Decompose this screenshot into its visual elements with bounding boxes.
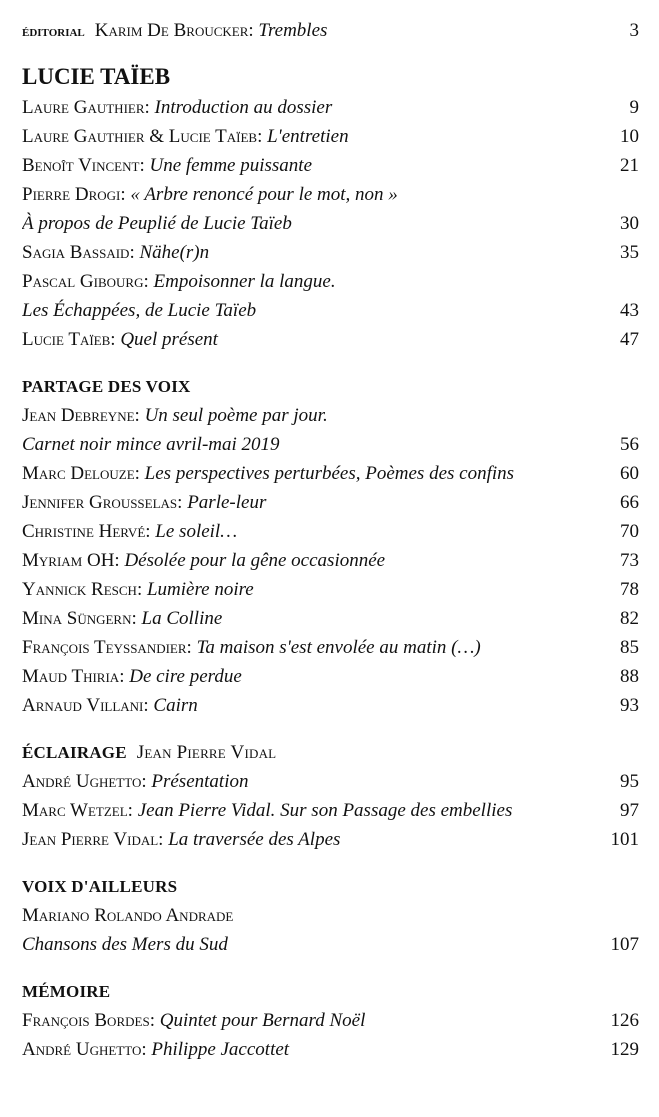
entry-text: Laure Gauthier: Introduction au dossier (22, 97, 333, 118)
toc-entry-continuation (22, 209, 639, 238)
entry-text: Laure Gauthier & Lucie Taïeb: L'entretien (22, 126, 349, 147)
entry-page: 60 (620, 463, 639, 484)
entry-title: Lumière noire (146, 579, 254, 600)
section-heading-eclairage (22, 738, 639, 767)
entry-author: François Teyssandier (22, 637, 187, 658)
entry-page: 73 (620, 550, 639, 571)
entry-page: 10 (620, 126, 639, 147)
entry-author: Lucie Taïeb (22, 329, 111, 350)
entry-text: Sagia Bassaid: Nähe(r)n (22, 242, 210, 263)
entry-page: 97 (620, 800, 639, 821)
entry-page: 30 (620, 213, 639, 234)
toc-entry (22, 767, 639, 796)
toc-entry (22, 459, 639, 488)
entry-page: 35 (620, 242, 639, 263)
entry-text: Benoît Vincent: Une femme puissante (22, 155, 313, 176)
entry-title: Une femme puissante (149, 155, 313, 176)
entry-title: Désolée pour la gêne occasionnée (124, 550, 386, 571)
entry-title-line2: Les Échappées, de Lucie Taïeb (22, 300, 257, 321)
entry-title: Ta maison s'est envolée au matin (…) (196, 637, 481, 658)
toc-entry (22, 1035, 639, 1064)
entry-title: Cairn (153, 695, 198, 716)
toc-entry (22, 662, 639, 691)
toc-entry (22, 488, 639, 517)
entry-author: Marc Wetzel (22, 800, 128, 821)
entry-text: Marc Delouze: Les perspectives perturbées, Poèmes des confins (22, 463, 515, 484)
eclairage-label: ÉCLAIRAGE (22, 743, 127, 762)
entry-page: 56 (620, 434, 639, 455)
entry-author: Arnaud Villani (22, 695, 144, 716)
section-heading-memoire: MÉMOIRE (22, 982, 111, 1001)
entry-text: Pascal Gibourg: Empoisonner la langue. (22, 271, 336, 292)
toc-entry (22, 122, 639, 151)
entry-title: Quintet pour Bernard Noël (159, 1010, 366, 1031)
toc-entry (22, 546, 639, 575)
entry-text: François Bordes: Quintet pour Bernard Noël (22, 1010, 366, 1031)
entry-page: 47 (620, 329, 639, 350)
entry-page: 88 (620, 666, 639, 687)
toc-entry (22, 267, 639, 296)
ailleurs-author-row (22, 901, 639, 930)
entry-author: Jennifer Grousselas (22, 492, 178, 513)
toc-entry (22, 1006, 639, 1035)
entry-text: Lucie Taïeb: Quel présent (22, 329, 218, 350)
toc-entry (22, 691, 639, 720)
entry-title: Quel présent (120, 329, 218, 350)
entry-text: Yannick Resch: Lumière noire (22, 579, 254, 600)
entry-text: André Ughetto: Présentation (22, 771, 249, 792)
entry-author: Benoît Vincent (22, 155, 140, 176)
entry-title: Un seul poème par jour. (144, 405, 328, 426)
entry-page: 21 (620, 155, 639, 176)
entry-page: 66 (620, 492, 639, 513)
section-heading-dossier: LUCIE TAÏEB (22, 64, 171, 89)
toc-entry-continuation (22, 296, 639, 325)
entry-author: Pierre Drogi (22, 184, 121, 205)
entry-author: Laure Gauthier & Lucie Taïeb (22, 126, 258, 147)
toc-entry (22, 93, 639, 122)
entry-title-line2: À propos de Peuplié de Lucie Taïeb (22, 213, 292, 234)
entry-title: Introduction au dossier (154, 97, 333, 118)
entry-title: « Arbre renoncé pour le mot, non » (130, 184, 398, 205)
entry-author: André Ughetto (22, 1039, 142, 1060)
entry-title: Trembles (258, 20, 328, 41)
entry-page: 70 (620, 521, 639, 542)
entry-author: Jean Pierre Vidal (22, 829, 159, 850)
toc-entry-continuation (22, 430, 639, 459)
entry-page: 101 (610, 829, 639, 850)
entry-page: 95 (620, 771, 639, 792)
entry-text: François Teyssandier: Ta maison s'est envolée au matin (…) (22, 637, 481, 658)
entry-text: Christine Hervé: Le soleil… (22, 521, 238, 542)
dossier-list (22, 93, 639, 354)
editorial-entry (22, 16, 639, 45)
entry-text: Mina Süngern: La Colline (22, 608, 223, 629)
table-of-contents (22, 16, 639, 1064)
entry-title: Jean Pierre Vidal. Sur son Passage des embellies (137, 800, 513, 821)
toc-entry (22, 633, 639, 662)
toc-entry (22, 796, 639, 825)
entry-text: Maud Thiria: De cire perdue (22, 666, 242, 687)
entry-text: Jennifer Grousselas: Parle-leur (22, 492, 267, 513)
entry-author: Sagia Bassaid (22, 242, 130, 263)
partage-list (22, 401, 639, 720)
toc-entry (22, 575, 639, 604)
entry-page: 129 (610, 1039, 639, 1060)
entry-page: 85 (620, 637, 639, 658)
section-heading-partage: PARTAGE DES VOIX (22, 377, 191, 396)
entry-title: Philippe Jaccottet (151, 1039, 290, 1060)
entry-title: Empoisonner la langue. (153, 271, 336, 292)
entry-author: Jean Debreyne (22, 405, 135, 426)
entry-author: Christine Hervé (22, 521, 146, 542)
entry-text: Pierre Drogi: « Arbre renoncé pour le mot, non » (22, 184, 398, 205)
toc-entry (22, 401, 639, 430)
entry-author: François Bordes (22, 1010, 150, 1031)
entry-title: Présentation (151, 771, 249, 792)
entry-text: Marc Wetzel: Jean Pierre Vidal. Sur son Passage des embellies (22, 800, 513, 821)
entry-author: Laure Gauthier (22, 97, 145, 118)
entry-text: Jean Debreyne: Un seul poème par jour. (22, 405, 328, 426)
eclairage-subject: Jean Pierre Vidal (136, 742, 277, 763)
entry-page: 43 (620, 300, 639, 321)
editorial-text: Karim De Broucker: Trembles (94, 20, 328, 41)
entry-text: Arnaud Villani: Cairn (22, 695, 198, 716)
entry-author: Pascal Gibourg (22, 271, 144, 292)
toc-entry (22, 604, 639, 633)
toc-entry (22, 238, 639, 267)
entry-title: Le soleil… (155, 521, 238, 542)
entry-page: 107 (610, 934, 639, 955)
entry-author: Mariano Rolando Andrade (22, 905, 234, 926)
entry-text: Myriam OH: Désolée pour la gêne occasionnée (22, 550, 386, 571)
entry-title-line2: Carnet noir mince avril-mai 2019 (22, 434, 280, 455)
entry-author: Yannick Resch (22, 579, 137, 600)
entry-page: 78 (620, 579, 639, 600)
entry-page: 9 (629, 97, 639, 118)
toc-entry (22, 517, 639, 546)
entry-author: Marc Delouze (22, 463, 135, 484)
entry-title: La Colline (141, 608, 223, 629)
toc-entry (22, 825, 639, 854)
entry-title: L'entretien (267, 126, 349, 147)
entry-author: Maud Thiria (22, 666, 120, 687)
memoire-list (22, 1006, 639, 1064)
entry-page: 126 (610, 1010, 639, 1031)
entry-title: Les perspectives perturbées, Poèmes des confins (144, 463, 515, 484)
entry-page: 82 (620, 608, 639, 629)
entry-author: Karim De Broucker (94, 20, 249, 41)
entry-title: Parle-leur (187, 492, 267, 513)
editorial-label: éditorial (22, 24, 85, 40)
entry-author: Myriam OH (22, 550, 115, 571)
entry-author: André Ughetto (22, 771, 142, 792)
entry-text: André Ughetto: Philippe Jaccottet (22, 1039, 290, 1060)
section-heading-ailleurs: VOIX D'AILLEURS (22, 877, 178, 896)
entry-author: Mina Süngern (22, 608, 132, 629)
entry-page: 3 (629, 20, 639, 41)
entry-title: La traversée des Alpes (168, 829, 341, 850)
entry-title: Chansons des Mers du Sud (22, 934, 228, 955)
ailleurs-title-row (22, 930, 639, 959)
eclairage-list (22, 767, 639, 854)
entry-title: Nähe(r)n (139, 242, 210, 263)
toc-entry (22, 151, 639, 180)
entry-title: De cire perdue (129, 666, 242, 687)
toc-entry (22, 325, 639, 354)
toc-entry (22, 180, 639, 209)
entry-page: 93 (620, 695, 639, 716)
entry-text: Jean Pierre Vidal: La traversée des Alpes (22, 829, 341, 850)
